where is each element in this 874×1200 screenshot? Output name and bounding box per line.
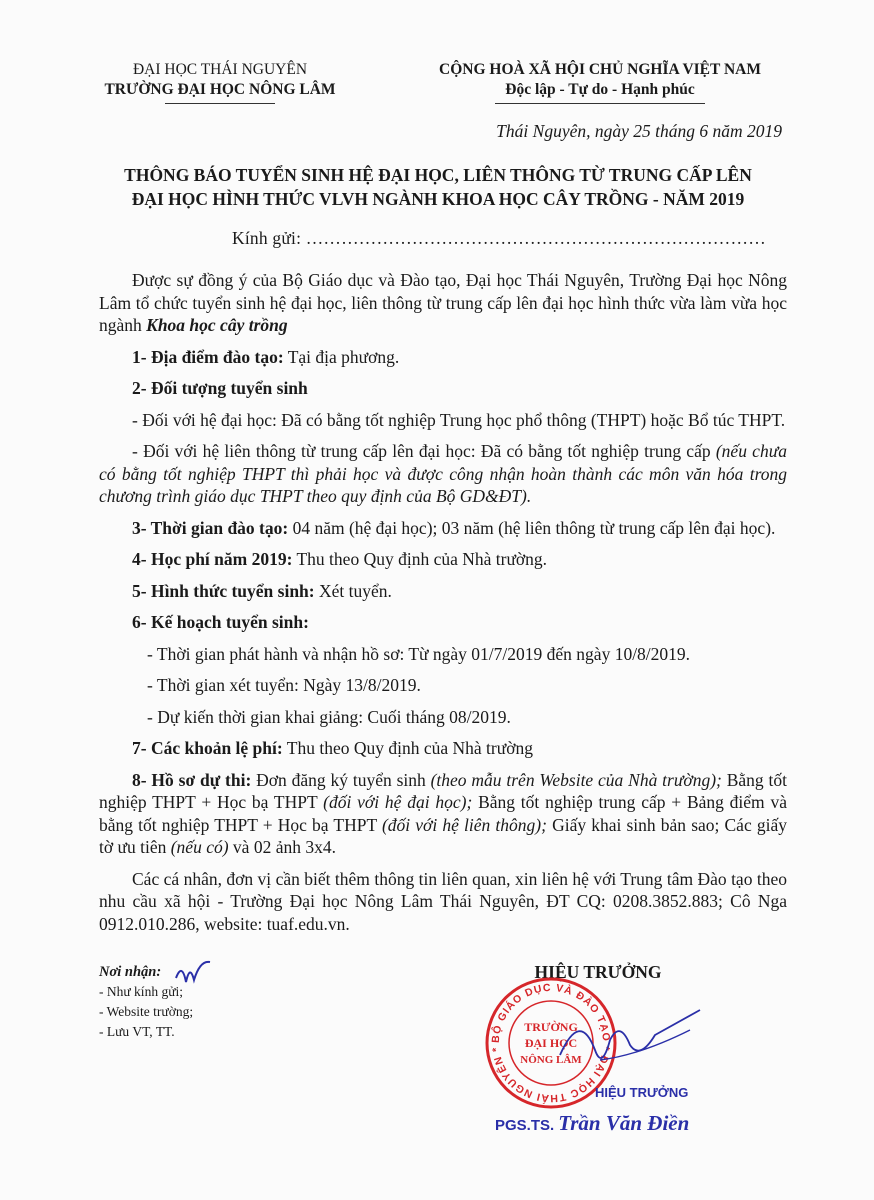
section-8-note: (đối với hệ đại học); (323, 792, 473, 812)
addressee-line: Kính gửi: …………………………………………………………………… (232, 228, 766, 248)
section-6-item: - Dự kiến thời gian khai giảng: Cuối tháng 08/2019. (147, 706, 511, 727)
signature-scribble (540, 1000, 710, 1080)
issue-date: Thái Nguyên, ngày 25 tháng 6 năm 2019 (496, 121, 782, 141)
section-8-label: 8- Hồ sơ dự thi: (132, 769, 252, 790)
stamp-role: HIỆU TRƯỞNG (595, 1085, 689, 1100)
seal-center-2: ĐẠI HỌC (524, 1036, 578, 1050)
intro-major: Khoa học cây trồng (146, 315, 288, 335)
section-5 (99, 580, 787, 603)
section-2-item-2-text: - Đối với hệ liên thông từ trung cấp lên đại học: Đã có bằng tốt nghiệp trung cấp (132, 441, 716, 461)
section-7-text: Thu theo Quy định của Nhà trường (282, 738, 533, 758)
section-3-label: 3- Thời gian đào tạo: (132, 517, 289, 538)
section-8 (99, 769, 787, 859)
section-8-text: Bằng tốt nghiệp trung cấp + Bảng điểm và bằng tốt nghiệp THPT + Học bạ THPT (99, 792, 787, 835)
section-1 (99, 346, 787, 369)
section-3 (99, 517, 787, 540)
section-8-note: (đối với hệ liên thông); (381, 814, 547, 835)
stamp-degree: PGS.TS. (495, 1117, 555, 1134)
recipient-item: - Website trường; (99, 1004, 194, 1019)
motto-underline (495, 103, 705, 104)
intro-paragraph (99, 269, 787, 337)
recipients-title: Nơi nhận: (99, 964, 162, 980)
title-line-2: ĐẠI HỌC HÌNH THỨC VLVH NGÀNH KHOA HỌC CÂY TRỒNG - NĂM 2019 (131, 189, 745, 209)
section-8-text: Giấy khai sinh bản sao; Các giấy tờ ưu tiên (99, 814, 787, 857)
seal-ring-text: BỘ GIÁO DỤC VÀ ĐÀO TẠO * ĐẠI HỌC THÁI NGUYÊN * (489, 981, 613, 1105)
intro-text: Được sự đồng ý của Bộ Giáo dục và Đào tạo, Đại học Thái Nguyên, Trường Đại học Nông Lâm tổ chức tuyển sinh hệ đại học, liên thông từ trung cấp lên đại học hình thức vừa làm vừa học ngành (99, 270, 787, 335)
section-5-text: Xét tuyển. (314, 580, 392, 601)
section-5-label: 5- Hình thức tuyển sinh: (132, 580, 315, 601)
initials-scribble (172, 956, 214, 990)
title-line-1: THÔNG BÁO TUYỂN SINH HỆ ĐẠI HỌC, LIÊN THÔNG TỪ TRUNG CẤP LÊN (124, 165, 752, 185)
document-title (88, 163, 788, 211)
signature-title: HIỆU TRƯỞNG (534, 962, 662, 982)
section-8-note: (nếu có) (170, 837, 229, 857)
section-6-label: 6- Kế hoạch tuyển sinh: (132, 612, 309, 632)
section-2-item-1: - Đối với hệ đại học: Đã có bằng tốt nghiệp Trung học phổ thông (THPT) hoặc Bổ túc THPT. (132, 409, 786, 430)
section-8-text: Đơn đăng ký tuyển sinh (251, 769, 431, 790)
section-6-item: - Thời gian phát hành và nhận hồ sơ: Từ ngày 01/7/2019 đến ngày 10/8/2019. (147, 643, 691, 664)
section-4-label: 4- Học phí năm 2019: (132, 549, 293, 569)
section-8-text: và 02 ảnh 3x4. (228, 837, 336, 857)
contact-paragraph: Các cá nhân, đơn vị cần biết thêm thông tin liên quan, xin liên hệ với Trung tâm Đào tạo theo nhu cầu xã hội - Trường Đại học Nông Lâm Thái Nguyên, ĐT CQ: 0208.3852.883; Cô Nga 0912.010.286, website: tuaf.edu.vn. (99, 868, 787, 934)
section-7-label: 7- Các khoản lệ phí: (132, 738, 283, 758)
section-1-label: 1- Địa điểm đào tạo: (132, 346, 284, 367)
stamp-signer-name: Trần Văn Điền (558, 1111, 690, 1135)
national-motto: Độc lập - Tự do - Hạnh phúc (505, 81, 695, 98)
issuer-header (90, 60, 350, 104)
section-4-text: Thu theo Quy định của Nhà trường. (292, 549, 548, 569)
section-8-note: (theo mẫu trên Website của Nhà trường); (430, 769, 722, 790)
section-1-text: Tại địa phương. (283, 346, 400, 367)
section-2-label: 2- Đối tượng tuyển sinh (132, 378, 308, 398)
section-6-item: - Thời gian xét tuyển: Ngày 13/8/2019. (147, 675, 421, 695)
section-3-text: 04 năm (hệ đại học); 03 năm (hệ liên thông từ trung cấp lên đại học). (288, 517, 776, 538)
country-name: CỘNG HOÀ XÃ HỘI CHỦ NGHĨA VIỆT NAM (439, 61, 761, 78)
recipient-item: - Như kính gửi; (99, 984, 184, 999)
section-2-item-2 (99, 440, 787, 508)
parent-organization: ĐẠI HỌC THÁI NGUYÊN (132, 61, 308, 78)
seal-center-1: TRƯỜNG (524, 1020, 578, 1034)
recipient-item: - Lưu VT, TT. (99, 1024, 175, 1039)
section-2-item-2-note: (nếu chưa có bằng tốt nghiệp THPT thì phải học và được công nhận hoàn thành các môn văn hóa trong chương trình giáo dục THPT theo quy định của Bộ GD&ĐT). (99, 441, 787, 506)
document-body (99, 269, 787, 935)
section-7 (99, 737, 787, 760)
seal-center-3: NÔNG LÂM (520, 1054, 582, 1066)
issuer-underline (165, 103, 275, 104)
section-4 (99, 548, 787, 571)
stamp-name (495, 1111, 689, 1136)
school-name: TRƯỜNG ĐẠI HỌC NÔNG LÂM (104, 81, 336, 98)
section-8-text: Bằng tốt nghiệp THPT + Học bạ THPT (99, 769, 787, 812)
national-header (410, 60, 790, 104)
